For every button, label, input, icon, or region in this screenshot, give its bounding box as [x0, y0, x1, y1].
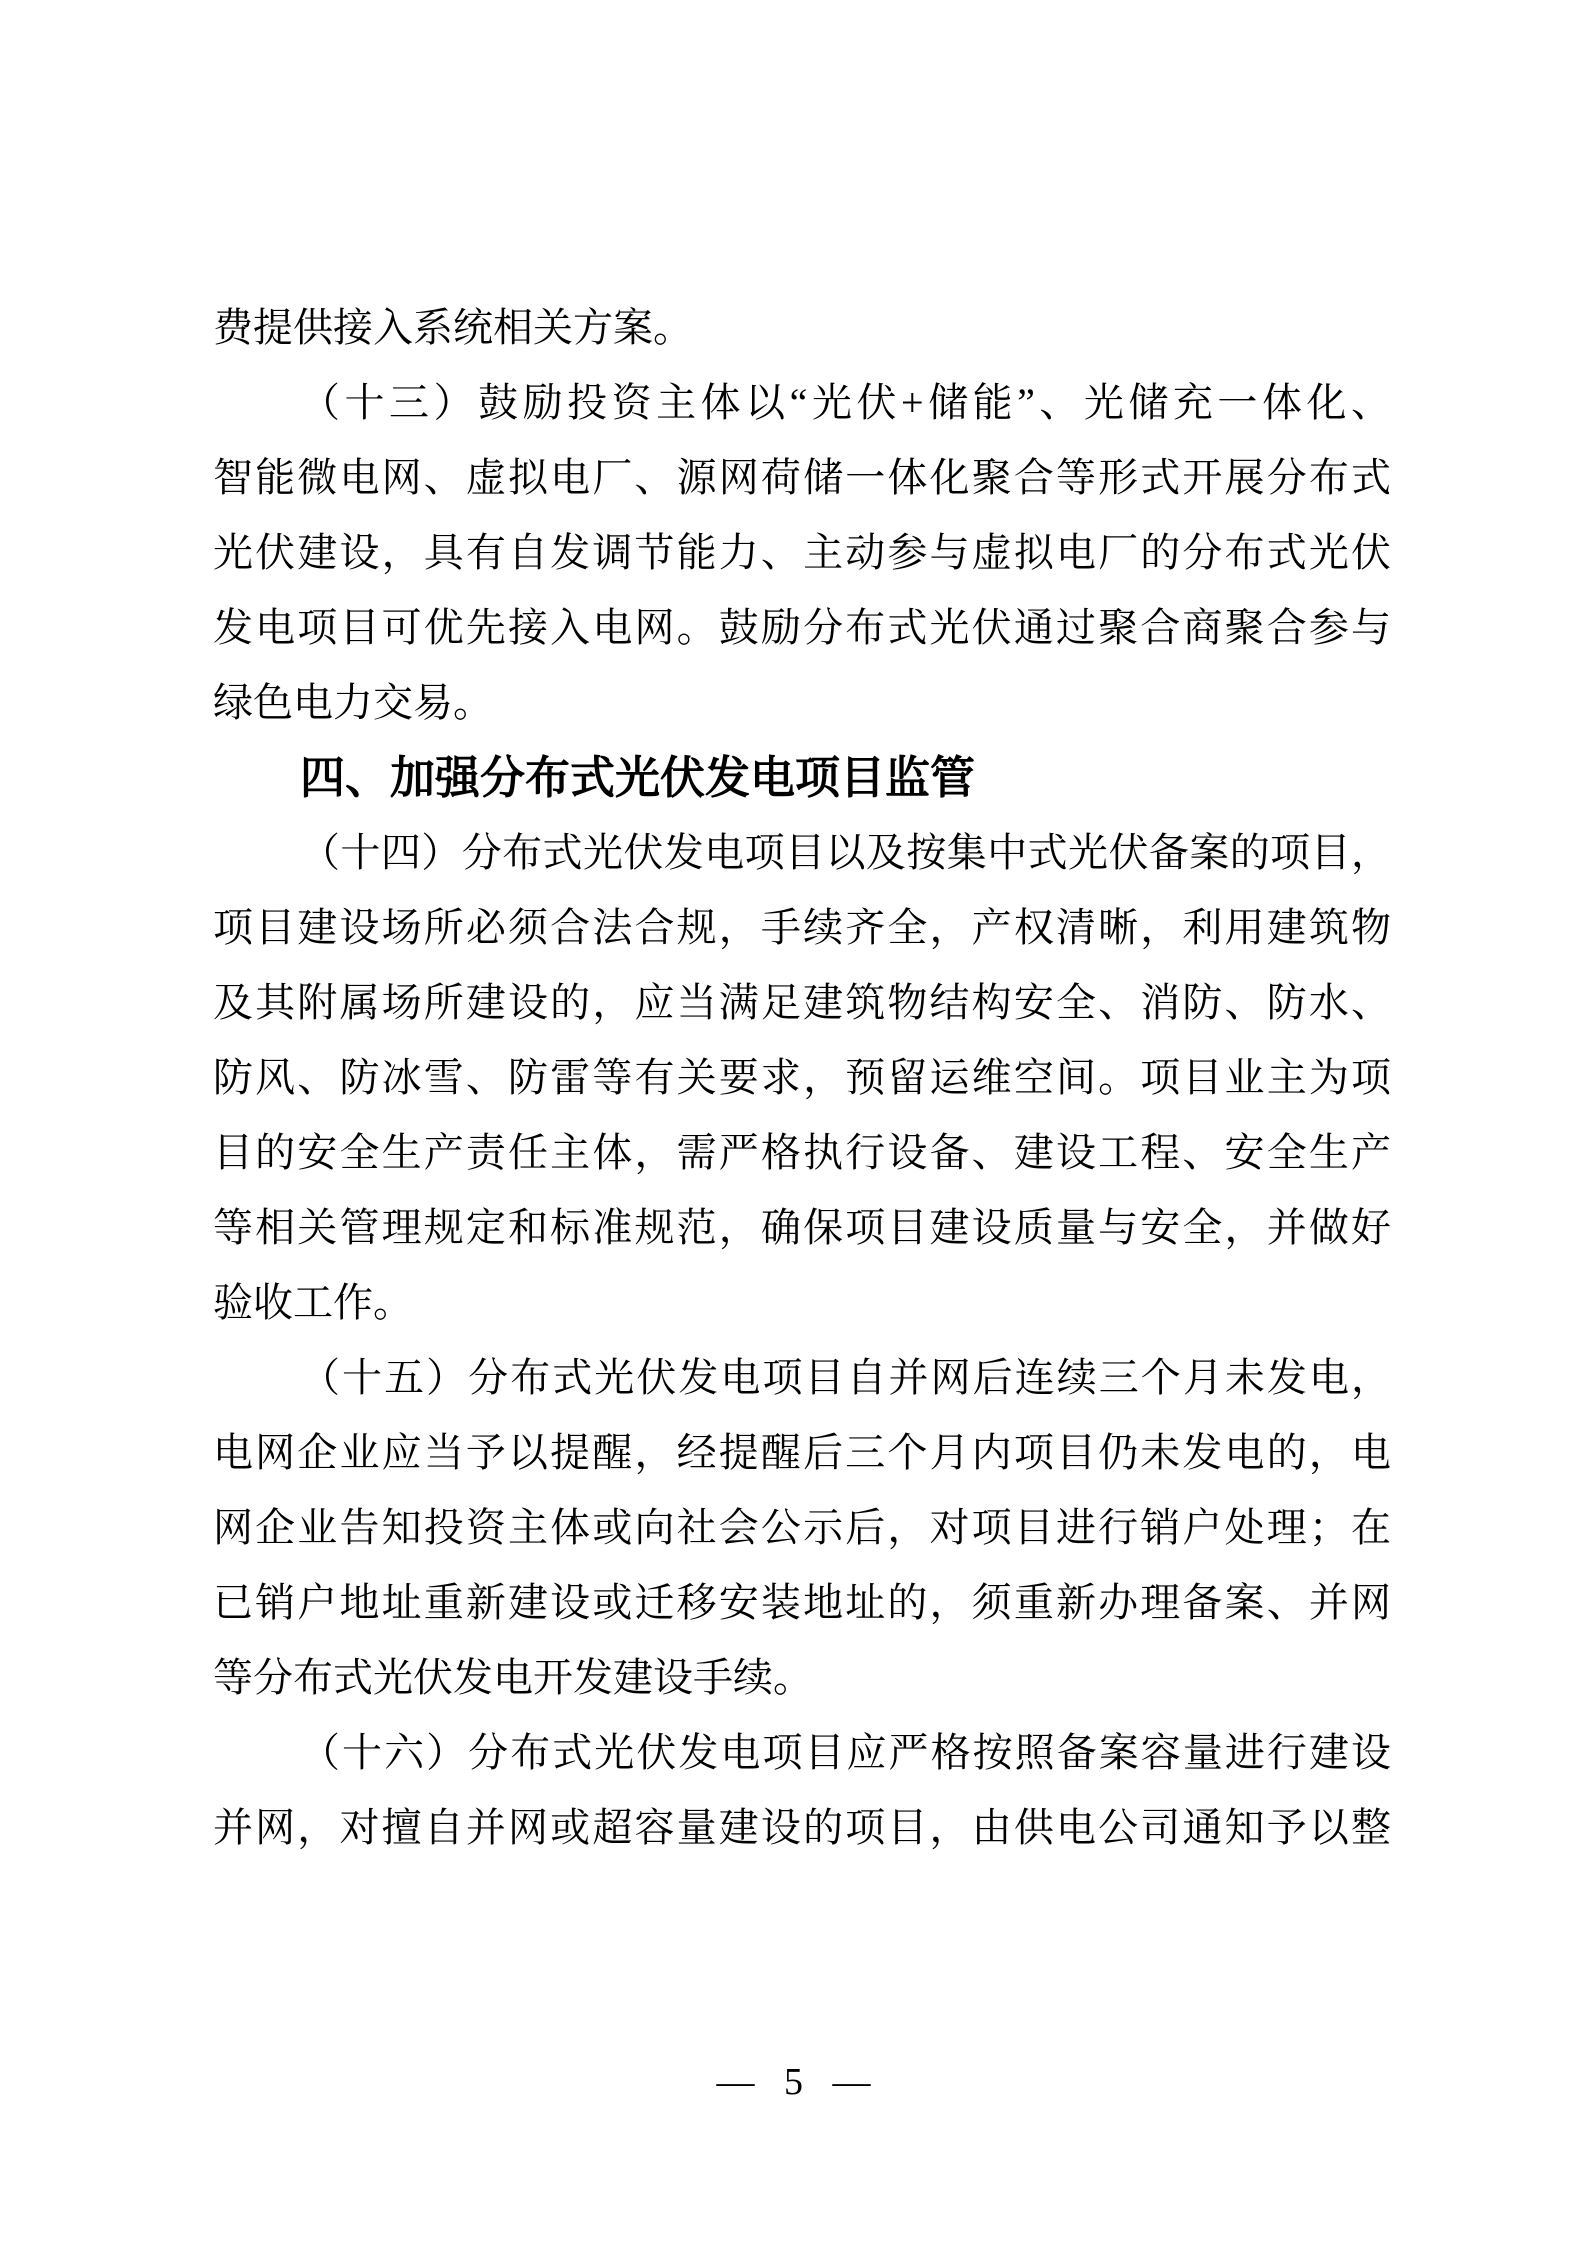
text-line: 绿色电力交易。: [213, 680, 493, 725]
text-line: 光伏建设，具有自发调节能力、主动参与虚拟电厂的分布式光伏: [213, 530, 1391, 575]
text-line: 智能微电网、虚拟电厂、源网荷储一体化聚合等形式开展分布式: [213, 455, 1391, 500]
text-line: 项目建设场所必须合法合规，手续齐全，产权清晰，利用建筑物: [213, 905, 1391, 950]
text-line: （十三）鼓励投资主体以“光伏+储能”、光储充一体化、: [300, 380, 1391, 425]
text-line: 电网企业应当予以提醒，经提醒后三个月内项目仍未发电的，电: [213, 1430, 1391, 1475]
text-line: 已销户地址重新建设或迁移安装地址的，须重新办理备案、并网: [213, 1580, 1391, 1625]
text-line: 及其附属场所建设的，应当满足建筑物结构安全、消防、防水、: [213, 980, 1391, 1025]
text-line: 发电项目可优先接入电网。鼓励分布式光伏通过聚合商聚合参与: [213, 605, 1391, 650]
text-line: 费提供接入系统相关方案。: [213, 305, 693, 350]
text-line: 等分布式光伏发电开发建设手续。: [213, 1655, 813, 1700]
text-line: 防风、防冰雪、防雷等有关要求，预留运维空间。项目业主为项: [213, 1055, 1391, 1100]
text-line: 并网，对擅自并网或超容量建设的项目，由供电公司通知予以整: [213, 1805, 1391, 1850]
text-line: 目的安全生产责任主体，需严格执行设备、建设工程、安全生产: [213, 1130, 1391, 1175]
text-line: 等相关管理规定和标准规范，确保项目建设质量与安全，并做好: [213, 1205, 1391, 1250]
text-line: （十六）分布式光伏发电项目应严格按照备案容量进行建设: [300, 1730, 1391, 1775]
page-footer: [0, 2052, 1587, 2112]
section-heading: 四、加强分布式光伏发电项目监管: [300, 752, 976, 803]
text-line: （十四）分布式光伏发电项目以及按集中式光伏备案的项目，: [300, 830, 1391, 875]
document-body: [213, 290, 1391, 1865]
text-line: 网企业告知投资主体或向社会公示后，对项目进行销户处理；在: [213, 1505, 1391, 1550]
page-number: — 5 —: [716, 2061, 871, 2103]
text-line: （十五）分布式光伏发电项目自并网后连续三个月未发电，: [300, 1355, 1391, 1400]
text-line: 验收工作。: [213, 1280, 413, 1325]
